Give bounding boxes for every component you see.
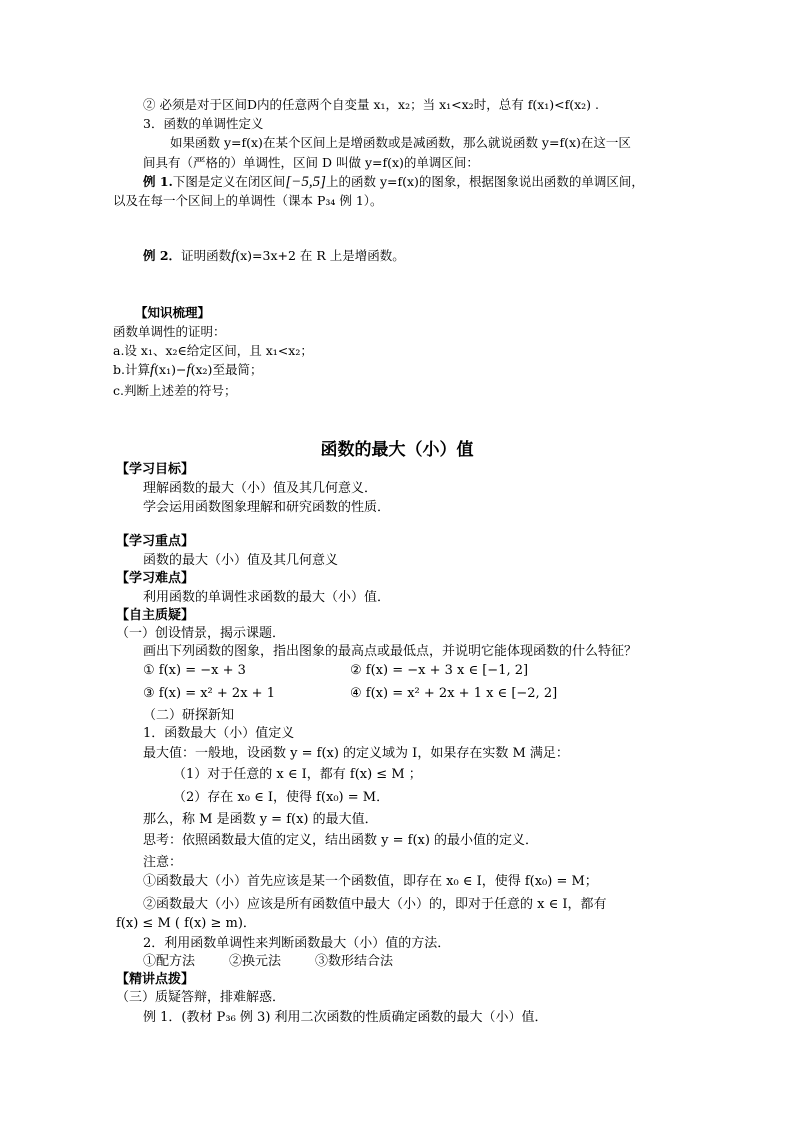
example-1-line2: 以及在每一个区间上的单调性（课本 P₃₄ 例 1）。 [113, 193, 383, 208]
lecture-heading: 【精讲点拨】 [116, 972, 195, 987]
example-2-label: 例 2． [143, 248, 182, 263]
focus-heading: 【学习重点】 [116, 534, 195, 549]
example-2-f: f [231, 248, 236, 264]
goals-heading: 【学习目标】 [116, 462, 195, 477]
example-2-text-a: 证明函数 [181, 248, 232, 263]
part-1-heading: （一）创设情景，揭示课题． [116, 626, 286, 641]
example-1-interval: [−5,5] [285, 174, 326, 190]
max-conclusion: 那么，称 M 是函数 y = f(x) 的最大值． [143, 812, 378, 827]
part-1-task: 画出下列函数的图象，指出图象的最高点或最低点，并说明它能体现函数的什么特征？ [143, 644, 638, 659]
example-2 [143, 248, 405, 264]
note-1: ①函数最大（小）首先应该是某一个函数值，即存在 x₀ ∈ I，使得 f(x₀) = M； [143, 874, 598, 889]
knowledge-step-b [113, 362, 262, 378]
knowledge-step-a: a.设 x₁、x₂∈给定区间，且 x₁<x₂； [113, 343, 313, 358]
part-3-heading: （三）质疑答辩，排难解惑． [116, 990, 286, 1005]
focus-text: 函数的最大（小）值及其几何意义 [143, 553, 339, 568]
example-1-text-b: 上的函数 y=f(x)的图象，根据图象说出函数的单调区间， [325, 174, 644, 189]
goal-2: 学会运用函数图象理解和研究函数的性质． [143, 500, 391, 515]
condition-2 [143, 97, 599, 113]
function-3: ③ f(x) = x² + 2x + 1 [143, 686, 275, 701]
example-1-label: 例 1. [143, 174, 173, 189]
function-4: ④ f(x) = x² + 2x + 1 x ∈ [−2, 2] [350, 686, 558, 701]
example-1 [143, 174, 644, 190]
section-3-heading: 3．函数的单调性定义 [143, 116, 264, 131]
methods-list [143, 954, 393, 970]
example-1-max-min: 例 1．(教材 P₃₆ 例 3) 利用二次函数的性质确定函数的最大（小）值． [143, 1010, 548, 1025]
condition-1: （1）对于任意的 x ∈ I，都有 f(x) ≤ M ； [173, 767, 422, 782]
step-b-f1: f [149, 362, 155, 378]
self-inquiry-heading: 【自主质疑】 [116, 608, 195, 623]
max-definition: 最大值：一般地，设函数 y = f(x) 的定义域为 I，如果存在实数 M 满足： [143, 746, 569, 761]
condition-2-vars: x₁，x₂；当 [373, 97, 436, 112]
knowledge-intro: 函数单调性的证明： [113, 324, 226, 339]
lesson-title: 函数的最大（小）值 [320, 440, 474, 460]
step-b-post: (x₂)至最简； [190, 362, 263, 377]
difficulty-heading: 【学习难点】 [116, 571, 195, 586]
function-2: ② f(x) = −x + 3 x ∈ [−1, 2] [350, 663, 529, 678]
methods-heading: 2．利用函数单调性来判断函数最大（小）值的方法． [143, 936, 451, 951]
condition-2-function: f(x₁)<f(x₂) . [527, 97, 599, 112]
step-b-pre: b.计算 [113, 362, 150, 377]
monotonic-definition-line1: 如果函数 y=f(x)在某个区间上是增函数或是减函数，那么就说函数 y=f(x)在这一区 [170, 135, 631, 150]
example-1-text-a: 下图是定义在闭区间 [172, 174, 286, 189]
difficulty-text: 利用函数的单调性求函数的最大（小）值． [143, 590, 391, 605]
condition-2-inequality: x₁<x₂时，总有 [439, 97, 524, 112]
definition-heading: 1．函数最大（小）值定义 [143, 726, 295, 741]
goal-1: 理解函数的最大（小）值及其几何意义． [143, 481, 378, 496]
note-label: 注意： [143, 855, 183, 870]
knowledge-heading: 【知识梳理】 [135, 305, 211, 320]
example-2-text-b: (x)=3x+2 在 R 上是增函数。 [235, 248, 405, 263]
step-b-mid: (x₁)− [154, 362, 187, 377]
part-2-heading: （二）研探新知 [143, 708, 235, 723]
note-2-line2: f(x) ≤ M ( f(x) ≥ m)． [116, 916, 256, 931]
method-1: ①配方法 [143, 954, 196, 969]
method-3: ③数形结合法 [315, 954, 394, 969]
condition-2-prefix: ② 必须是对于区间D内的任意两个自变量 [143, 97, 370, 112]
note-2-line1: ②函数最大（小）应该是所有函数值中最大（小）的，即对于任意的 x ∈ I，都有 [143, 897, 607, 912]
knowledge-step-c: c.判断上述差的符号； [113, 383, 237, 398]
step-b-f2: f [186, 362, 191, 378]
think-question: 思考：依照函数最大值的定义，结出函数 y = f(x) 的最小值的定义． [143, 833, 539, 848]
monotonic-definition-line2: 间具有（严格的）单调性，区间 D 叫做 y=f(x)的单调区间： [143, 155, 479, 170]
function-1: ① f(x) = −x + 3 [143, 663, 246, 678]
condition-2-existence: （2）存在 x₀ ∈ I，使得 f(x₀) = M． [173, 790, 390, 805]
method-2: ②换元法 [229, 954, 282, 969]
